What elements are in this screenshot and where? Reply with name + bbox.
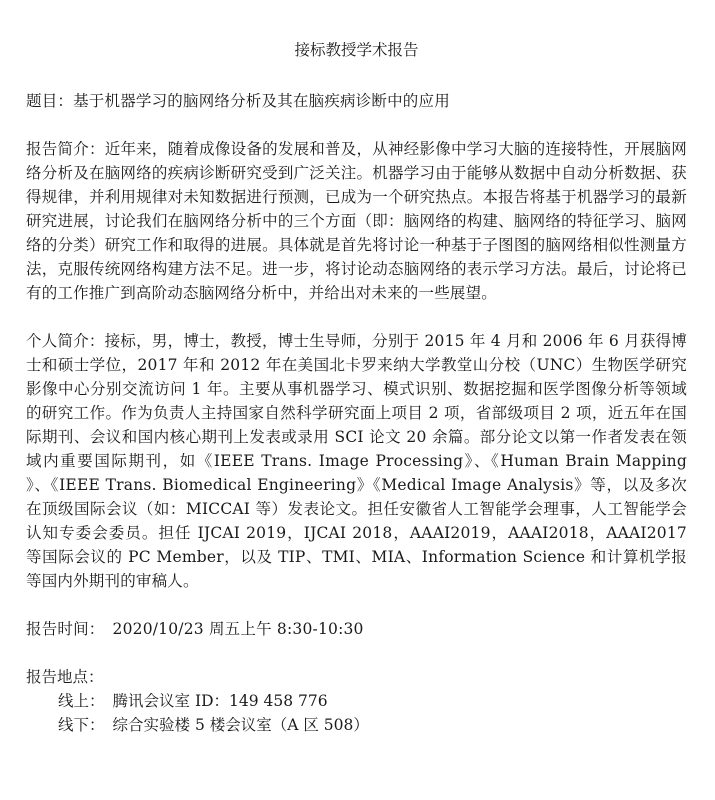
topic-section — [26, 89, 687, 113]
time-section — [26, 617, 687, 641]
bio-section — [26, 329, 687, 593]
location-offline-label: 线下： — [58, 716, 105, 734]
abstract-text: 近年来，随着成像设备的发展和普及，从神经影像中学习大脑的连接特性，开展脑网络分析及在脑网络的疾病诊断研究受到广泛关注。机器学习由于能够从数据中自动分析数据、获得规律，并利用规律对未知数据进行预测，已成为一个研究热点。本报告将基于机器学习的最新研究进展，讨论我们在脑网络分析中的三个方面（即：脑网络的构建、脑网络的特征学习、脑网络的分类）研究工作和取得的进展。具体就是首先将讨论一种基于子图图的脑网络相似性测量方法，克服传统网络构建方法不足。进一步，将讨论动态脑网络的表示学习方法。最后，讨论将已有的工作推广到高阶动态脑网络分析中，并给出对未来的一些展望。 — [26, 140, 687, 302]
location-online-value: 腾讯会议室 ID：149 458 776 — [112, 692, 328, 710]
bio-label: 个人简介： — [26, 332, 105, 350]
page-title: 接标教授学术报告 — [294, 41, 419, 59]
topic-text: 基于机器学习的脑网络分析及其在脑疾病诊断中的应用 — [73, 92, 450, 110]
bio-text: 接标，男，博士，教授，博士生导师，分别于 2015 年 4 月和 2006 年 6 月获得博士和硕士学位，2017 年和 2012 年在美国北卡罗来纳大学教堂山分校（UNC）生物医学研究影像中心分别交流访问 1 年。主要从事机器学习、模式识别、数据挖掘和医学图像分析等领域的研究工作。作为负责人主持国家自然科学研究面上项目 2 项，省部级项目 2 项，近五年在国际期刊、会议和国内核心期刊上发表或录用 SCI 论文 20 余篇。部分论文以第一作者发表在领域内重要国际期刊，如《IEEE Trans. Image Processing》、《Human Brain Mapping 》、《IEEE Trans. Biomedical Engineering》《Medical Image Analysis》等，以及多次在顶级国际会议（如：MICCAI 等）发表论文。担任安徽省人工智能学会理事，人工智能学会认知专委会委员。担任 IJCAI 2019，IJCAI 2018，AAAI2019，AAAI2018，AAAI2017 等国际会议的 PC Member，以及 TIP、TMI、MIA、Information Science 和计算机学报等国内外期刊的审稿人。 — [26, 332, 687, 590]
location-label: 报告地点： — [26, 668, 104, 686]
abstract-section — [26, 137, 687, 305]
location-offline — [26, 713, 687, 737]
location-online — [26, 689, 687, 713]
location-offline-value: 综合实验楼 5 楼会议室（A 区 508） — [112, 716, 369, 734]
time-value: 2020/10/23 周五上午 8:30-10:30 — [112, 620, 364, 638]
abstract-label: 报告简介： — [26, 140, 105, 158]
location-online-label: 线上： — [58, 692, 105, 710]
topic-label: 题目： — [26, 92, 74, 110]
location-section — [26, 665, 687, 737]
time-label: 报告时间： — [26, 620, 105, 638]
